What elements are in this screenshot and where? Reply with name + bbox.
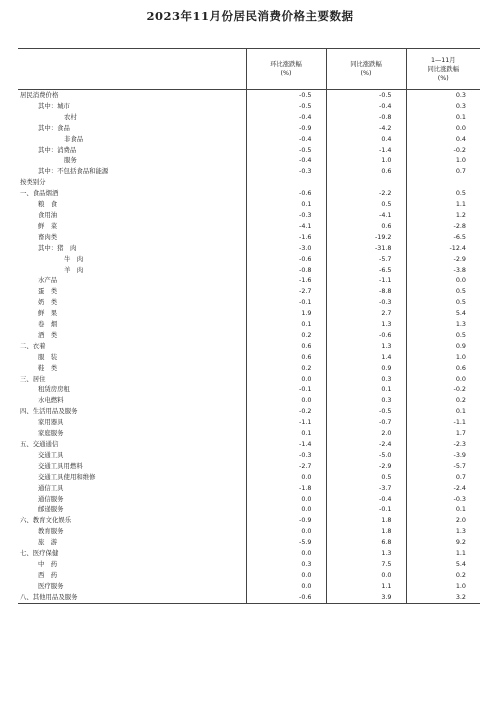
row-ytd-value: 1.7 bbox=[406, 428, 480, 439]
row-yoy-value: 0.3 bbox=[326, 395, 406, 406]
row-label: 其中：猪 肉 bbox=[38, 243, 77, 252]
row-yoy-value: -19.2 bbox=[326, 232, 406, 243]
row-label: 服务 bbox=[64, 156, 77, 165]
table-row bbox=[18, 504, 480, 515]
row-mom-value: -1.6 bbox=[246, 275, 326, 286]
row-label: 鲜 果 bbox=[38, 309, 58, 318]
row-mom-value: -0.3 bbox=[246, 166, 326, 177]
row-ytd-value: -2.4 bbox=[406, 483, 480, 494]
row-ytd-value: 0.0 bbox=[406, 374, 480, 385]
row-yoy-value: -1.1 bbox=[326, 275, 406, 286]
row-label: 农村 bbox=[64, 112, 77, 121]
table-row bbox=[18, 297, 480, 308]
row-label: 鞋 类 bbox=[38, 363, 58, 372]
row-ytd-value: 0.2 bbox=[406, 570, 480, 581]
row-label: 牛 肉 bbox=[64, 254, 84, 263]
row-mom-value: -2.7 bbox=[246, 286, 326, 297]
table-row bbox=[18, 406, 480, 417]
row-mom-value: 0.0 bbox=[246, 504, 326, 515]
row-yoy-value: -2.2 bbox=[326, 188, 406, 199]
row-label: 一、食品烟酒 bbox=[20, 189, 59, 198]
table-row bbox=[18, 177, 480, 188]
cpi-table bbox=[18, 48, 480, 604]
row-mom-value: 0.2 bbox=[246, 330, 326, 341]
table-row bbox=[18, 265, 480, 276]
row-ytd-value: -5.7 bbox=[406, 461, 480, 472]
row-ytd-value: -2.8 bbox=[406, 221, 480, 232]
row-ytd-value: 0.0 bbox=[406, 123, 480, 134]
table-row bbox=[18, 374, 480, 385]
table-row bbox=[18, 134, 480, 145]
table-header bbox=[18, 49, 480, 90]
row-mom-value: 0.6 bbox=[246, 341, 326, 352]
row-yoy-value: -6.5 bbox=[326, 265, 406, 276]
row-label: 中 药 bbox=[38, 559, 58, 568]
row-yoy-value: -31.8 bbox=[326, 243, 406, 254]
row-mom-value: -0.5 bbox=[246, 101, 326, 112]
row-yoy-value: 0.5 bbox=[326, 199, 406, 210]
table-row bbox=[18, 526, 480, 537]
table-row bbox=[18, 319, 480, 330]
table-row bbox=[18, 166, 480, 177]
row-mom-value: 0.3 bbox=[246, 559, 326, 570]
row-mom-value: -5.9 bbox=[246, 537, 326, 548]
table-row bbox=[18, 352, 480, 363]
row-mom-value: -0.5 bbox=[246, 145, 326, 156]
row-label: 西 药 bbox=[38, 570, 58, 579]
row-ytd-value: 1.3 bbox=[406, 319, 480, 330]
row-label: 非食品 bbox=[64, 134, 84, 143]
row-ytd-value: 1.0 bbox=[406, 155, 480, 166]
row-ytd-value: 0.9 bbox=[406, 341, 480, 352]
row-mom-value: -4.1 bbox=[246, 221, 326, 232]
row-ytd-value: -3.9 bbox=[406, 450, 480, 461]
row-label: 奶 类 bbox=[38, 298, 58, 307]
row-yoy-value: 1.3 bbox=[326, 341, 406, 352]
row-mom-value: 0.1 bbox=[246, 428, 326, 439]
row-ytd-value: 0.7 bbox=[406, 166, 480, 177]
row-mom-value: -0.6 bbox=[246, 188, 326, 199]
header-mom-line1: 环比涨跌幅 bbox=[270, 61, 302, 68]
table-row bbox=[18, 439, 480, 450]
row-mom-value: 0.0 bbox=[246, 570, 326, 581]
table-row bbox=[18, 570, 480, 581]
row-ytd-value: 5.4 bbox=[406, 308, 480, 319]
row-label: 交通工具用燃料 bbox=[38, 461, 83, 470]
row-yoy-value: 0.0 bbox=[326, 570, 406, 581]
row-ytd-value: 1.1 bbox=[406, 199, 480, 210]
row-label: 羊 肉 bbox=[64, 265, 84, 274]
table-row bbox=[18, 494, 480, 505]
row-mom-value: -0.6 bbox=[246, 254, 326, 265]
row-mom-value: -1.4 bbox=[246, 439, 326, 450]
table-row bbox=[18, 548, 480, 559]
row-label: 鲜 菜 bbox=[38, 221, 58, 230]
row-label: 交通工具使用和维修 bbox=[38, 472, 96, 481]
table-row bbox=[18, 210, 480, 221]
row-yoy-value: 0.1 bbox=[326, 384, 406, 395]
row-label: 水电燃料 bbox=[38, 396, 64, 405]
row-label: 旅 游 bbox=[38, 538, 58, 547]
row-ytd-value: 0.5 bbox=[406, 330, 480, 341]
row-label: 食用油 bbox=[38, 210, 58, 219]
row-label: 邮递服务 bbox=[38, 505, 64, 514]
row-ytd-value: -3.8 bbox=[406, 265, 480, 276]
row-yoy-value: 2.0 bbox=[326, 428, 406, 439]
row-ytd-value: 0.5 bbox=[406, 286, 480, 297]
row-mom-value: -0.9 bbox=[246, 515, 326, 526]
row-mom-value: 0.1 bbox=[246, 319, 326, 330]
row-ytd-value: 1.1 bbox=[406, 548, 480, 559]
row-ytd-value: 0.3 bbox=[406, 101, 480, 112]
header-ytd-line2: 同比涨跌幅 bbox=[427, 65, 459, 73]
table-row bbox=[18, 330, 480, 341]
row-yoy-value: -0.4 bbox=[326, 494, 406, 505]
table-row bbox=[18, 395, 480, 406]
row-yoy-value: 1.0 bbox=[326, 155, 406, 166]
row-yoy-value: -8.8 bbox=[326, 286, 406, 297]
row-ytd-value: 1.2 bbox=[406, 210, 480, 221]
row-yoy-value: -0.3 bbox=[326, 297, 406, 308]
row-yoy-value: -4.2 bbox=[326, 123, 406, 134]
table-row bbox=[18, 286, 480, 297]
header-mom bbox=[246, 49, 326, 90]
table-row bbox=[18, 221, 480, 232]
row-yoy-value: -5.7 bbox=[326, 254, 406, 265]
row-label: 租赁房房租 bbox=[38, 385, 70, 394]
header-ytd bbox=[406, 49, 480, 90]
row-mom-value: -0.4 bbox=[246, 134, 326, 145]
row-label: 四、生活用品及服务 bbox=[20, 407, 78, 416]
row-yoy-value: -5.0 bbox=[326, 450, 406, 461]
table-row bbox=[18, 145, 480, 156]
row-mom-value bbox=[246, 177, 326, 188]
table-row bbox=[18, 308, 480, 319]
row-yoy-value: 0.4 bbox=[326, 134, 406, 145]
row-label: 医疗服务 bbox=[38, 581, 64, 590]
row-ytd-value: 0.5 bbox=[406, 297, 480, 308]
row-mom-value: -0.4 bbox=[246, 155, 326, 166]
row-ytd-value bbox=[406, 177, 480, 188]
table-row bbox=[18, 101, 480, 112]
row-mom-value: 0.0 bbox=[246, 526, 326, 537]
table-row bbox=[18, 472, 480, 483]
row-yoy-value: -0.6 bbox=[326, 330, 406, 341]
row-mom-value: 0.0 bbox=[246, 395, 326, 406]
row-label: 服 装 bbox=[38, 352, 58, 361]
row-label: 七、医疗保健 bbox=[20, 549, 59, 558]
table-row bbox=[18, 515, 480, 526]
row-mom-value: -1.1 bbox=[246, 417, 326, 428]
table-row bbox=[18, 363, 480, 374]
row-mom-value: -0.6 bbox=[246, 592, 326, 603]
row-label: 交通工具 bbox=[38, 450, 64, 459]
row-mom-value: 0.2 bbox=[246, 363, 326, 374]
table-row bbox=[18, 483, 480, 494]
row-yoy-value: 1.3 bbox=[326, 319, 406, 330]
table-row bbox=[18, 90, 480, 101]
table-row bbox=[18, 155, 480, 166]
header-yoy bbox=[326, 49, 406, 90]
row-yoy-value: -0.5 bbox=[326, 406, 406, 417]
row-yoy-value: 1.3 bbox=[326, 548, 406, 559]
row-mom-value: 0.0 bbox=[246, 374, 326, 385]
row-yoy-value: 0.6 bbox=[326, 221, 406, 232]
row-yoy-value: 1.8 bbox=[326, 526, 406, 537]
row-yoy-value: 1.1 bbox=[326, 581, 406, 592]
row-yoy-value bbox=[326, 177, 406, 188]
row-label: 蛋 类 bbox=[38, 287, 58, 296]
row-ytd-value: 0.1 bbox=[406, 112, 480, 123]
row-yoy-value: 1.4 bbox=[326, 352, 406, 363]
row-mom-value: -0.3 bbox=[246, 450, 326, 461]
row-yoy-value: -0.1 bbox=[326, 504, 406, 515]
row-label: 水产品 bbox=[38, 276, 58, 285]
table-row bbox=[18, 232, 480, 243]
row-mom-value: -2.7 bbox=[246, 461, 326, 472]
row-ytd-value: 0.1 bbox=[406, 406, 480, 417]
row-mom-value: 1.9 bbox=[246, 308, 326, 319]
row-yoy-value: 0.5 bbox=[326, 472, 406, 483]
row-mom-value: -0.1 bbox=[246, 297, 326, 308]
row-yoy-value: -0.5 bbox=[326, 90, 406, 101]
table-row bbox=[18, 592, 480, 603]
row-ytd-value: 1.0 bbox=[406, 581, 480, 592]
row-yoy-value: 0.3 bbox=[326, 374, 406, 385]
row-label: 六、教育文化娱乐 bbox=[20, 516, 72, 525]
header-mom-line2: (%) bbox=[280, 70, 292, 77]
row-yoy-value: -1.4 bbox=[326, 145, 406, 156]
row-label: 通信服务 bbox=[38, 494, 64, 503]
row-ytd-value: 0.7 bbox=[406, 472, 480, 483]
row-ytd-value: 1.3 bbox=[406, 526, 480, 537]
row-mom-value: -0.2 bbox=[246, 406, 326, 417]
row-ytd-value: -2.9 bbox=[406, 254, 480, 265]
row-ytd-value: 0.0 bbox=[406, 275, 480, 286]
row-mom-value: 0.0 bbox=[246, 548, 326, 559]
row-label: 其中：食品 bbox=[38, 123, 70, 132]
row-mom-value: -3.0 bbox=[246, 243, 326, 254]
row-ytd-value: 9.2 bbox=[406, 537, 480, 548]
row-mom-value: 0.0 bbox=[246, 494, 326, 505]
header-yoy-line1: 同比涨跌幅 bbox=[350, 61, 382, 68]
header-ytd-line1: 1—11月 bbox=[430, 56, 456, 64]
row-ytd-value: 0.2 bbox=[406, 395, 480, 406]
row-mom-value: -0.8 bbox=[246, 265, 326, 276]
row-yoy-value: 0.6 bbox=[326, 166, 406, 177]
row-yoy-value: 3.9 bbox=[326, 592, 406, 603]
row-yoy-value: -2.4 bbox=[326, 439, 406, 450]
row-yoy-value: 6.8 bbox=[326, 537, 406, 548]
row-ytd-value: 0.6 bbox=[406, 363, 480, 374]
table-row bbox=[18, 341, 480, 352]
row-ytd-value: 2.0 bbox=[406, 515, 480, 526]
row-label: 居民消费价格 bbox=[20, 91, 59, 99]
row-label: 畜肉类 bbox=[38, 232, 58, 241]
header-label-column bbox=[18, 49, 246, 90]
row-ytd-value: 0.1 bbox=[406, 504, 480, 515]
row-yoy-value: 0.9 bbox=[326, 363, 406, 374]
row-yoy-value: 7.5 bbox=[326, 559, 406, 570]
row-label: 二、衣着 bbox=[20, 341, 46, 350]
row-mom-value: -0.5 bbox=[246, 90, 326, 101]
row-label: 酒 类 bbox=[38, 330, 58, 339]
row-ytd-value: -0.2 bbox=[406, 145, 480, 156]
row-mom-value: -1.6 bbox=[246, 232, 326, 243]
row-ytd-value: 0.3 bbox=[406, 90, 480, 101]
document-title: 2023年11月份居民消费价格主要数据 bbox=[146, 9, 354, 23]
row-mom-value: 0.0 bbox=[246, 472, 326, 483]
row-yoy-value: -3.7 bbox=[326, 483, 406, 494]
row-yoy-value: 1.8 bbox=[326, 515, 406, 526]
table-row bbox=[18, 123, 480, 134]
row-ytd-value: -6.5 bbox=[406, 232, 480, 243]
table-row bbox=[18, 559, 480, 570]
row-yoy-value: -0.4 bbox=[326, 101, 406, 112]
row-mom-value: 0.1 bbox=[246, 199, 326, 210]
table-row bbox=[18, 450, 480, 461]
row-label: 其中：消费品 bbox=[38, 145, 77, 154]
row-label: 家用器具 bbox=[38, 418, 64, 427]
row-ytd-value: 0.4 bbox=[406, 134, 480, 145]
table-row bbox=[18, 188, 480, 199]
table-row bbox=[18, 428, 480, 439]
row-label: 粮 食 bbox=[38, 200, 58, 209]
row-ytd-value: -2.3 bbox=[406, 439, 480, 450]
row-label: 通信工具 bbox=[38, 483, 64, 492]
table-row bbox=[18, 199, 480, 210]
row-label: 五、交通通信 bbox=[20, 440, 59, 448]
row-mom-value: -0.1 bbox=[246, 384, 326, 395]
row-label: 卷 烟 bbox=[38, 320, 58, 329]
table-row bbox=[18, 112, 480, 123]
header-ytd-line3: (%) bbox=[437, 74, 449, 82]
table-row bbox=[18, 384, 480, 395]
row-ytd-value: 1.0 bbox=[406, 352, 480, 363]
header-yoy-line2: (%) bbox=[360, 70, 372, 77]
row-ytd-value: -0.3 bbox=[406, 494, 480, 505]
row-ytd-value: -12.4 bbox=[406, 243, 480, 254]
row-mom-value: 0.0 bbox=[246, 581, 326, 592]
row-yoy-value: -0.7 bbox=[326, 417, 406, 428]
row-label: 家庭服务 bbox=[38, 429, 64, 438]
row-ytd-value: 0.5 bbox=[406, 188, 480, 199]
table-row bbox=[18, 275, 480, 286]
row-ytd-value: 5.4 bbox=[406, 559, 480, 570]
row-mom-value: -1.8 bbox=[246, 483, 326, 494]
row-yoy-value: -2.9 bbox=[326, 461, 406, 472]
table-row bbox=[18, 581, 480, 592]
table-row bbox=[18, 417, 480, 428]
row-yoy-value: 2.7 bbox=[326, 308, 406, 319]
row-ytd-value: -0.2 bbox=[406, 384, 480, 395]
row-mom-value: -0.4 bbox=[246, 112, 326, 123]
table-row bbox=[18, 254, 480, 265]
row-label: 三、居住 bbox=[20, 374, 46, 383]
row-ytd-value: -1.1 bbox=[406, 417, 480, 428]
row-ytd-value: 3.2 bbox=[406, 592, 480, 603]
row-yoy-value: -0.8 bbox=[326, 112, 406, 123]
row-mom-value: -0.9 bbox=[246, 123, 326, 134]
row-label: 八、其他用品及服务 bbox=[18, 592, 246, 603]
table-row bbox=[18, 461, 480, 472]
row-mom-value: 0.6 bbox=[246, 352, 326, 363]
row-mom-value: -0.3 bbox=[246, 210, 326, 221]
row-label: 教育服务 bbox=[38, 527, 64, 536]
row-label: 其中：不包括食品和能源 bbox=[38, 167, 109, 176]
table-row bbox=[18, 537, 480, 548]
row-label: 其中：城市 bbox=[38, 101, 70, 110]
table-body bbox=[18, 90, 480, 604]
row-yoy-value: -4.1 bbox=[326, 210, 406, 221]
table-row bbox=[18, 243, 480, 254]
row-label: 按类别分 bbox=[20, 178, 46, 187]
